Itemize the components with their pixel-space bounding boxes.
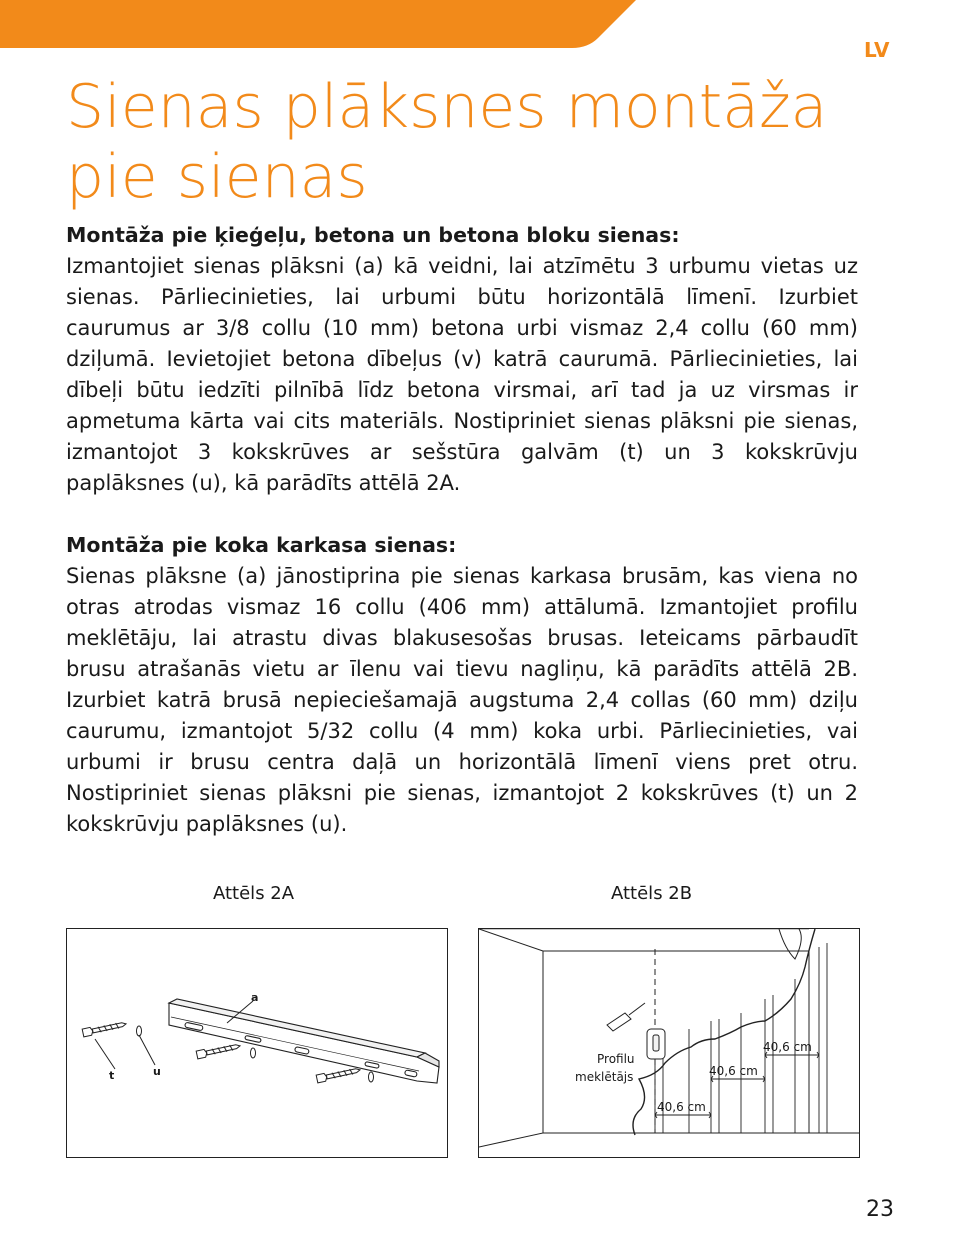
- page-title: Sienas plāksnes montāža pie sienas: [66, 72, 828, 212]
- section-body-masonry: Izmantojiet sienas plāksni (a) kā veidni, lai atzīmētu 3 urbumu vietas uz sienas. Pārliecinieties, lai urbumi būtu horizontālā līmenī. Izurbiet caurumus ar 3/8 collu (10 mm) betona urbi vismaz 2,4 collu (60 mm) dziļumā. Ievietojiet betona dībeļus (v) katrā caurumā. Pārliecinieties, lai dībeļi būtu iedzīti pilnībā līdz betona virsmai, arī tad ja uz virsmas ir apmetuma kārta vai cits materiāls. Nostipriniet sienas plāksni pie sienas, izmantojot 3 kokskrūves ar sešstūra galvām (t) un 3 kokskrūvju paplāksnes (u), kā parādīts attēlā 2A.: [66, 254, 858, 495]
- stud-finder-illustration: [479, 929, 859, 1157]
- label-plate: a: [251, 991, 259, 1004]
- section-body-wood: Sienas plāksne (a) jānostiprina pie sienas karkasa brusām, kas viena no otras atrodas vismaz 16 collu (406 mm) attālumā. Izmantojiet profilu meklētāju, lai atrastu divas blakusesošas brusas. Ieteicams pārbaudīt brusu atrašanās vietu ar īlenu vai tievu nagliņu, kā parādīts attēlā 2B. Izurbiet katrā brusā nepieciešamajā augstuma 2,4 collas (60 mm) dziļu caurumu, izmantojot 5/32 collu (4 mm) koka urbi. Pārliecinieties, vai urbumi ir brusu centra daļā un horizontālā līmenī viens pret otru. Nostipriniet sienas plāksni pie sienas, izmantojot 2 kokskrūves (t) un 2 kokskrūvju paplāksnes (u).: [66, 564, 858, 836]
- label-spacing-3: 40,6 cm: [763, 1040, 812, 1054]
- label-spacing-1: 40,6 cm: [657, 1100, 706, 1114]
- section-heading-masonry: Montāža pie ķieģeļu, betona un betona bloku sienas:: [66, 223, 680, 247]
- main-content: [66, 220, 858, 840]
- awl-icon: [607, 1003, 645, 1031]
- language-tag: LV: [864, 38, 890, 62]
- label-spacing-2: 40,6 cm: [709, 1064, 758, 1078]
- section-heading-wood: Montāža pie koka karkasa sienas:: [66, 533, 457, 557]
- figure-2b-caption: Attēls 2B: [611, 883, 693, 904]
- wall-plate-illustration: [67, 929, 447, 1157]
- stud-finder-icon: [647, 1029, 665, 1059]
- wall-plate: [169, 999, 439, 1083]
- room-outline: [479, 929, 859, 1147]
- label-screw: t: [109, 1069, 115, 1082]
- figure-2a-caption: Attēls 2A: [213, 883, 295, 904]
- figure-2b: [478, 928, 860, 1158]
- label-stud-finder-2: meklētājs: [575, 1070, 634, 1084]
- label-stud-finder-1: Profilu: [597, 1052, 635, 1066]
- header-accent-bar: [0, 0, 954, 50]
- figure-2a: [66, 928, 448, 1158]
- label-washer: u: [153, 1065, 161, 1078]
- page-number: 23: [866, 1197, 894, 1222]
